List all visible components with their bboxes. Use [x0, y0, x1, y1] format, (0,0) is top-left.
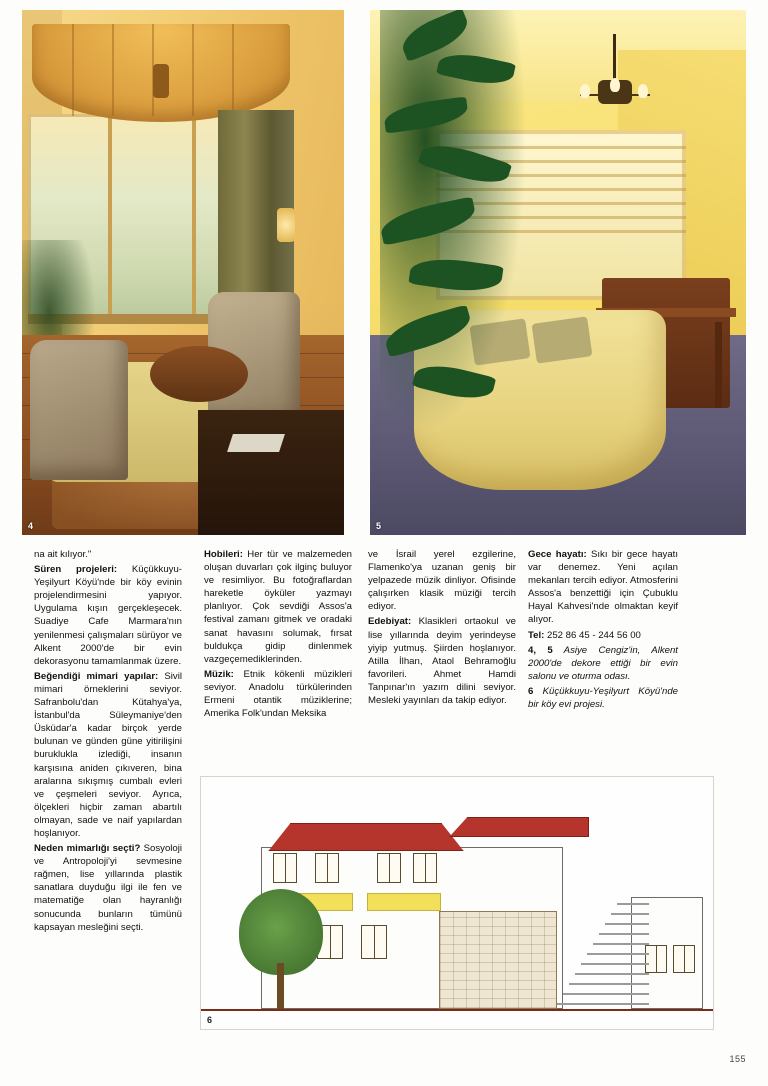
ground-line: [201, 1009, 713, 1011]
round-side-table: [150, 346, 248, 402]
paragraph: na ait kılıyor.": [34, 549, 92, 560]
large-indoor-plant: [380, 10, 530, 440]
window-valance: [32, 24, 290, 122]
roof-left: [255, 823, 477, 851]
paragraph: Neden mimarlığı seçti? Sosyoloji ve Antropoloji'yi sevmesine rağmen, lise yıllarında plastik sanatlara duyduğu ilgi ile fen ve matematiğe olan hayranlığı sonucunda bunların tümünü kapsayan mesleğini seçti.: [34, 843, 183, 933]
book-on-table: [227, 434, 285, 452]
text-column-2: [204, 548, 352, 722]
armchair-left: [30, 340, 128, 480]
stone-wall-texture: [439, 911, 557, 1009]
window-upper-4: [413, 853, 437, 883]
window-upper-3: [377, 853, 401, 883]
text-column-4: [528, 548, 678, 713]
photo-architectural-elevation: [200, 776, 714, 1030]
paragraph: Edebiyat: Klasikleri ortaokul ve lise yıllarında deyim yerindeyse yiyip yutmuş. Şiirden hoşlanıyor. Atilla İlhan, Ataol Behramoğlu favorileri. Ahmet Hamdi Tanpınar'ın yazım dilini seviyor. Mesleki yayınları da takip ediyor.: [368, 616, 516, 707]
window-lower-3: [361, 925, 387, 959]
paragraph: Beğendiği mimari yapılar: Sivil mimari örneklerini seviyor. Safranbolu'dan Kütahya'ya, İstanbul'da Süleymaniye'den Üsküdar'a kadar birçok yerde bulunan ve günden güne yitirilişini buruklukla izlediği, insanın karşısına aniden çıkıveren, bina aralarına sıkışmış cumbalı evleri ve çeşmeleri seviyor. Ayrıca, ölçekleri hiçbir zaman abartılı olmayan, sade ve naif yapılardan hoşlanıyor.: [34, 670, 182, 839]
photo-caption-number-6: 6: [207, 1015, 213, 1025]
floor-lamp: [277, 208, 295, 242]
window-upper-2: [315, 853, 339, 883]
facade-band-right: [367, 893, 441, 911]
tree: [239, 889, 323, 1009]
window-upper-1: [273, 853, 297, 883]
photo-living-room-bay-window: [22, 10, 344, 535]
text-column-3: [368, 548, 516, 709]
exterior-stairs: [557, 889, 649, 1009]
figure-caption-6: 6 Küçükkuyu-Yeşilyurt Köyü'nde bir köy evi projesi.: [528, 685, 678, 711]
text-column-1: [34, 548, 182, 936]
page-number: 155: [729, 1054, 746, 1064]
photo-caption-number-4: 4: [28, 521, 34, 531]
photo-caption-number-5: 5: [376, 521, 382, 531]
paragraph: Müzik: Etnik kökenli müzikleri seviyor. Anadolu türkülerinden Ermeni otantik müziklerine; Amerika Folk'undan Meksika: [204, 668, 352, 720]
paragraph: Hobileri: Her tür ve malzemeden oluşan duvarları çok ilginç buluyor ve resimliyor. Bu fotoğraflardan hareketle öyküler yazmayı planlıyor. Çok sevdiği Assos'a festival zamanı gitmek ve oradaki sanat havasını solumak, fırsat buldukça gidip dinlenmek vazgeçemediklerinden.: [204, 549, 352, 665]
paragraph: Gece hayatı: Sıkı bir gece hayatı var denemez. Yeni açılan mekanları tercih ediyor. Atmosferini Assos'a benzettiği için Çubuklu Hayal Kahvesi'nde olmaktan keyif alıyor.: [528, 549, 678, 626]
photo-yellow-sitting-room: [370, 10, 746, 535]
coffee-table: [198, 410, 344, 535]
figure-caption-4-5: 4, 5 Asiye Cengiz'in, Alkent 2000'de dekore ettiği bir evin salonu ve oturma odası.: [528, 644, 678, 682]
contact-phone: Tel: 252 86 45 - 244 56 00: [528, 629, 641, 641]
paragraph: Süren projeleri: Küçükkuyu-Yeşilyurt Köyü'nde bir köy evinin projelendirmesini yapıyor. Uygulama kışın gerçekleşecek. Suadiye Cafe Marmara'nın yenilenmesi çalışmaları sürüyor ve Alkent 2000'de bir evin dekorasyonu tamamlanmak üzere.: [34, 564, 182, 667]
chandelier: [580, 34, 650, 130]
window-wing-2: [673, 945, 695, 973]
paragraph: ve İsrail yerel ezgilerine, Flamenko'ya uzanan geniş bir yelpazede müzik dinliyor. Ofisinde çalışırken klasik müziği tercih ediyor.: [368, 549, 516, 613]
